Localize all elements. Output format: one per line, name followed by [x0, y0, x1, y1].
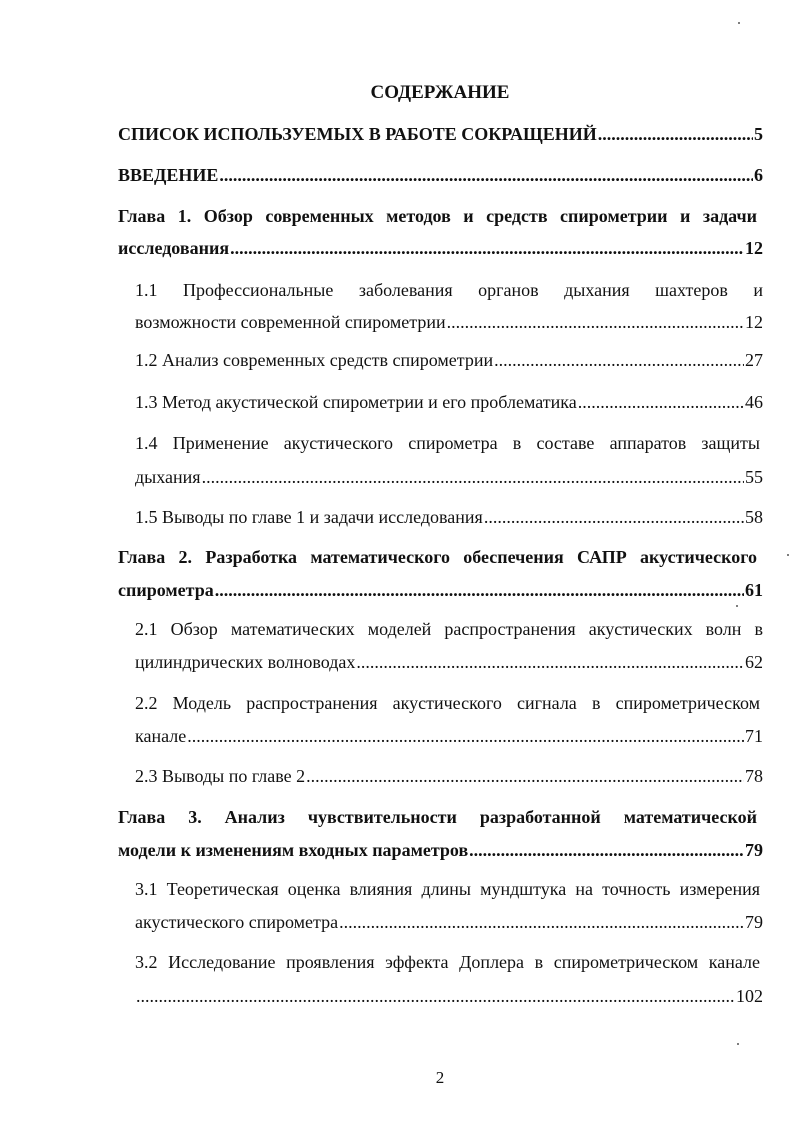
- leader-dots: [230, 237, 744, 259]
- leader-dots: [447, 311, 744, 333]
- toc-page-number: 78: [745, 766, 763, 786]
- toc-entry-text: канале: [135, 726, 187, 746]
- toc-entry-text: 1.2 Анализ современных средств спирометрии: [135, 350, 494, 370]
- toc-entry-text: спирометра: [118, 580, 214, 600]
- toc-entry-text: исследования: [118, 238, 230, 258]
- toc-entry-3-2-line1[interactable]: 3.2 Исследование проявления эффекта Доплера в спирометрическом канале: [135, 952, 760, 972]
- toc-entry-abbreviations[interactable]: [118, 123, 763, 145]
- toc-entry-text: СПИСОК ИСПОЛЬЗУЕМЫХ В РАБОТЕ СОКРАЩЕНИЙ: [118, 124, 597, 144]
- toc-entry-text: 1.3 Метод акустической спирометрии и его проблематика: [135, 392, 577, 412]
- toc-entry-1-4-line1[interactable]: 1.4 Применение акустического спирометра в составе аппаратов защиты: [135, 433, 760, 453]
- toc-entry-chapter2[interactable]: [118, 579, 763, 601]
- toc-entry-chapter2-line1[interactable]: Глава 2. Разработка математического обеспечения САПР акустического: [118, 547, 757, 567]
- toc-entry-introduction[interactable]: [118, 164, 763, 186]
- toc-entry-text: 1.5 Выводы по главе 1 и задачи исследования: [135, 507, 483, 527]
- toc-entry-1-3[interactable]: [135, 391, 763, 413]
- leader-dots: [306, 765, 744, 787]
- toc-entry-text: модели к изменениям входных параметров: [118, 840, 469, 860]
- leader-dots: [598, 123, 753, 145]
- toc-page-number: 46: [745, 392, 763, 412]
- toc-entry-1-1-line1[interactable]: 1.1 Профессиональные заболевания органов дыхания шахтеров и: [135, 280, 763, 300]
- toc-entry-3-2[interactable]: [135, 985, 763, 1007]
- toc-page-number: 79: [745, 840, 763, 860]
- toc-entry-2-3[interactable]: [135, 765, 763, 787]
- toc-entry-2-2-line1[interactable]: 2.2 Модель распространения акустического сигнала в спирометрическом: [135, 693, 760, 713]
- toc-page-number: 61: [745, 580, 763, 600]
- toc-page-number: 6: [754, 165, 763, 185]
- toc-entry-chapter3-line1[interactable]: Глава 3. Анализ чувствительности разработанной математической: [118, 807, 757, 827]
- toc-entry-chapter1[interactable]: [118, 237, 763, 259]
- toc-page-number: 27: [745, 350, 763, 370]
- toc-page-number: 58: [745, 507, 763, 527]
- leader-dots: [187, 725, 744, 747]
- toc-entry-3-1[interactable]: [135, 911, 763, 933]
- scan-speck: [738, 22, 740, 24]
- toc-entry-1-4[interactable]: [135, 466, 763, 488]
- leader-dots: [202, 466, 744, 488]
- toc-entry-text: ВВЕДЕНИЕ: [118, 165, 219, 185]
- toc-entry-text: 2.3 Выводы по главе 2: [135, 766, 306, 786]
- toc-entry-3-1-line1[interactable]: 3.1 Теоретическая оценка влияния длины мундштука на точность измерения: [135, 879, 760, 899]
- toc-entry-text: возможности современной спирометрии: [135, 312, 446, 332]
- leader-dots: [469, 839, 744, 861]
- scan-speck: [736, 605, 738, 607]
- toc-entry-2-1-line1[interactable]: 2.1 Обзор математических моделей распространения акустических волн в: [135, 619, 763, 639]
- toc-entry-1-1[interactable]: [135, 311, 763, 333]
- toc-page-number: 55: [745, 467, 763, 487]
- toc-entry-2-2[interactable]: [135, 725, 763, 747]
- leader-dots: [578, 391, 744, 413]
- leader-dots: [484, 506, 744, 528]
- toc-entry-chapter3[interactable]: [118, 839, 763, 861]
- leader-dots: [215, 579, 744, 601]
- page-title: СОДЕРЖАНИЕ: [370, 82, 510, 103]
- leader-dots: [356, 651, 744, 673]
- toc-entry-2-1[interactable]: [135, 651, 763, 673]
- toc-entry-text: цилиндрических волноводах: [135, 652, 356, 672]
- leader-dots: [339, 911, 744, 933]
- toc-page-number: 79: [745, 912, 763, 932]
- toc-entry-chapter1-line1[interactable]: Глава 1. Обзор современных методов и средств спирометрии и задачи: [118, 206, 757, 226]
- toc-page-number: 102: [736, 986, 763, 1006]
- toc-page-number: 71: [745, 726, 763, 746]
- leader-dots: [136, 985, 735, 1007]
- leader-dots: [494, 349, 744, 371]
- toc-entry-text: дыхания: [135, 467, 201, 487]
- scan-speck: [737, 1043, 739, 1045]
- toc-page-number: 62: [745, 652, 763, 672]
- toc-entry-text: акустического спирометра: [135, 912, 339, 932]
- toc-page-number: 5: [754, 124, 763, 144]
- scan-speck: [787, 554, 789, 556]
- page-number: 2: [435, 1068, 445, 1087]
- toc-entry-1-5[interactable]: [135, 506, 763, 528]
- toc-entry-1-2[interactable]: [135, 349, 763, 371]
- toc-page-number: 12: [745, 238, 763, 258]
- leader-dots: [219, 164, 753, 186]
- toc-page-number: 12: [745, 312, 763, 332]
